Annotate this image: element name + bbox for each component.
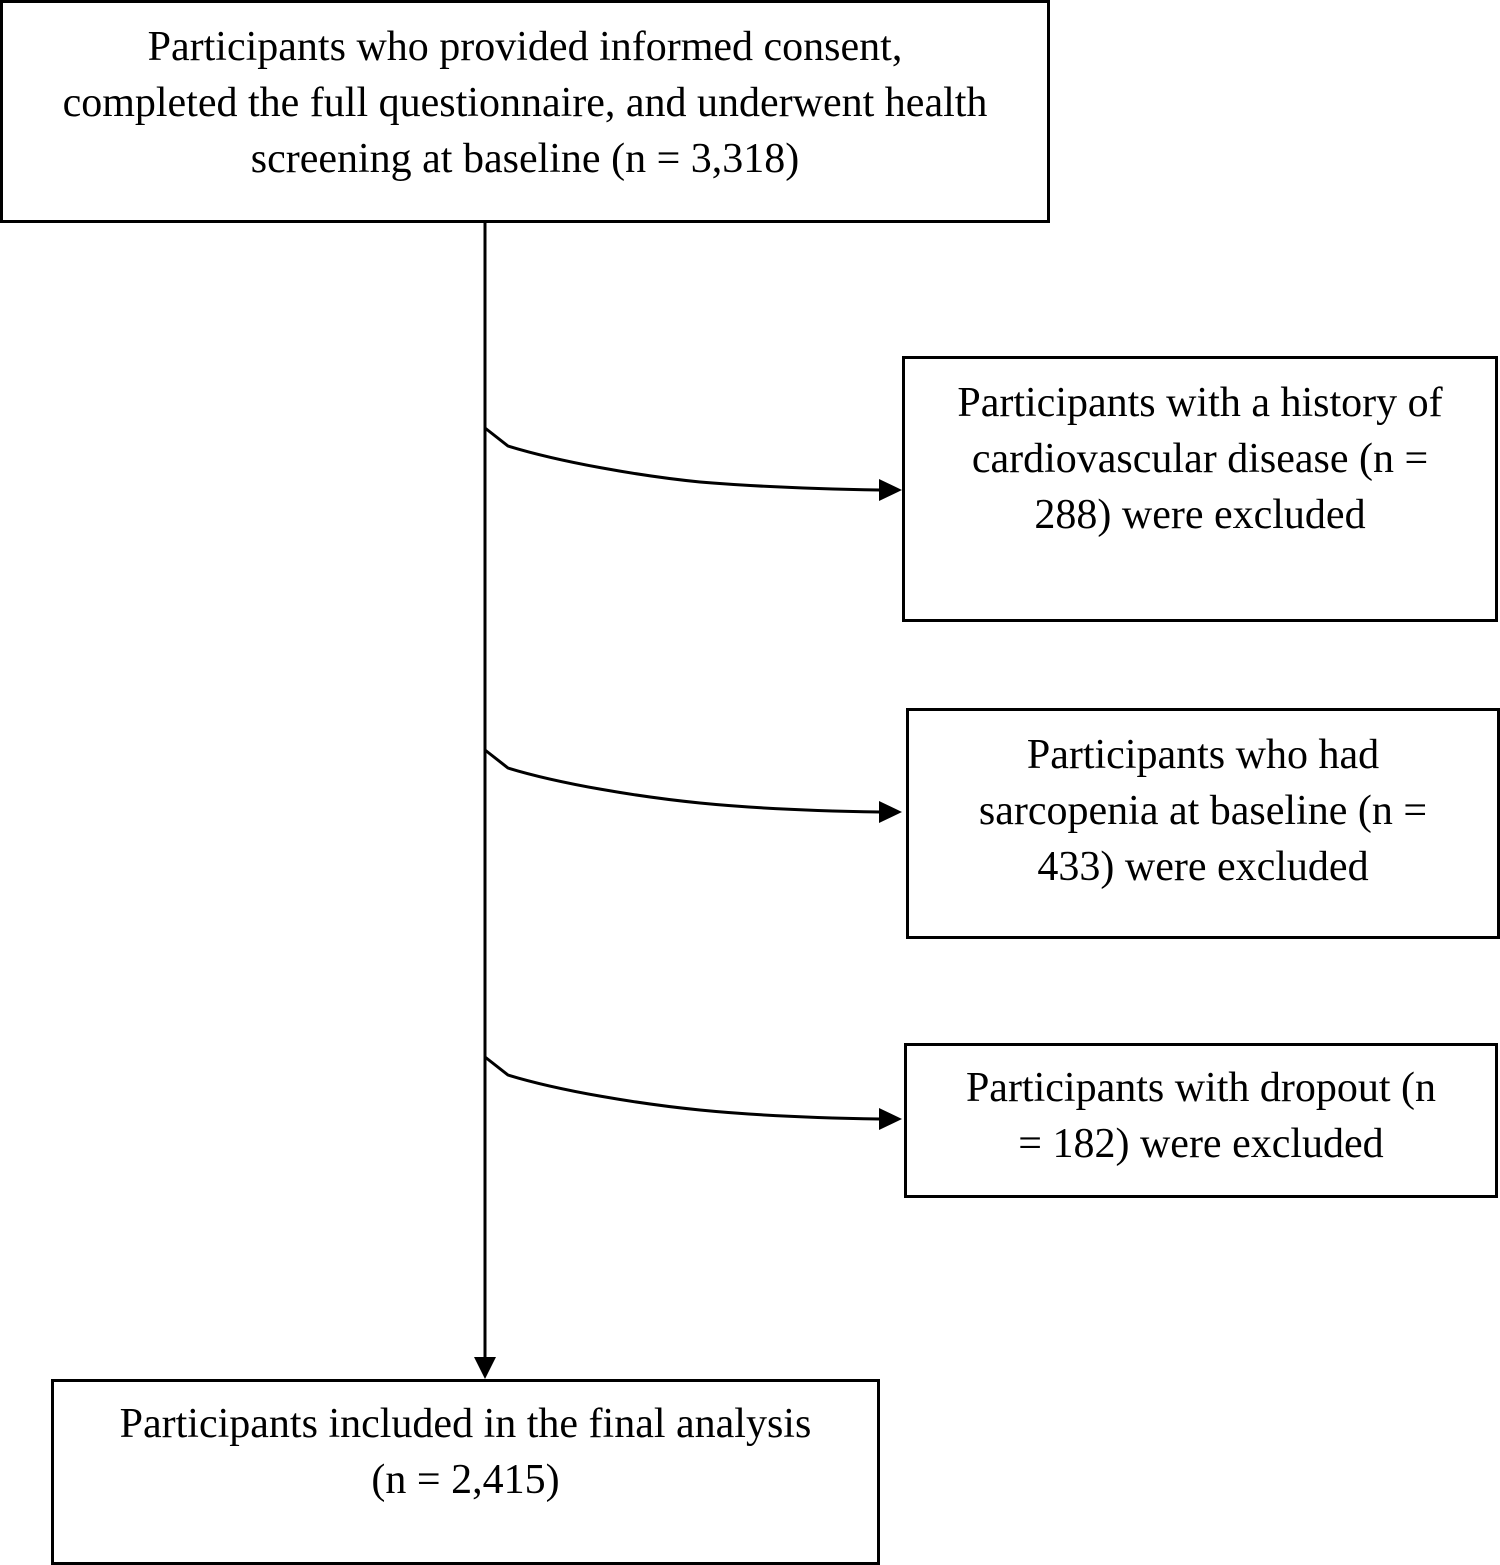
main-flow-arrowhead bbox=[474, 1357, 496, 1379]
exclusion-box-cardiovascular bbox=[902, 356, 1498, 622]
exclusion-box-cardiovascular-text: Participants with a history of cardiovascular disease (n = 288) were excluded bbox=[957, 380, 1443, 538]
exclusion-box-sarcopenia-text: Participants who had sarcopenia at baseline (n = 433) were excluded bbox=[978, 732, 1428, 890]
exclusion-box-dropout-text: Participants with dropout (n = 182) were excluded bbox=[965, 1065, 1437, 1167]
start-box-text: Participants who provided informed consent, completed the full questionnaire, and underwent health screening at baseline (n = 3,318) bbox=[62, 24, 988, 182]
exclusion-3-arrowhead bbox=[879, 1108, 902, 1130]
exclusion-2-connector bbox=[485, 750, 880, 812]
exclusion-3-connector bbox=[485, 1057, 880, 1119]
exclusion-2-arrowhead bbox=[879, 801, 902, 823]
final-analysis-box bbox=[51, 1379, 880, 1565]
exclusion-1-connector bbox=[485, 428, 880, 490]
start-box bbox=[0, 0, 1050, 223]
exclusion-1-arrowhead bbox=[879, 479, 902, 501]
final-analysis-box-text: Participants included in the final analysis (n = 2,415) bbox=[119, 1401, 812, 1503]
exclusion-box-dropout bbox=[904, 1043, 1498, 1198]
exclusion-box-sarcopenia bbox=[906, 708, 1500, 939]
